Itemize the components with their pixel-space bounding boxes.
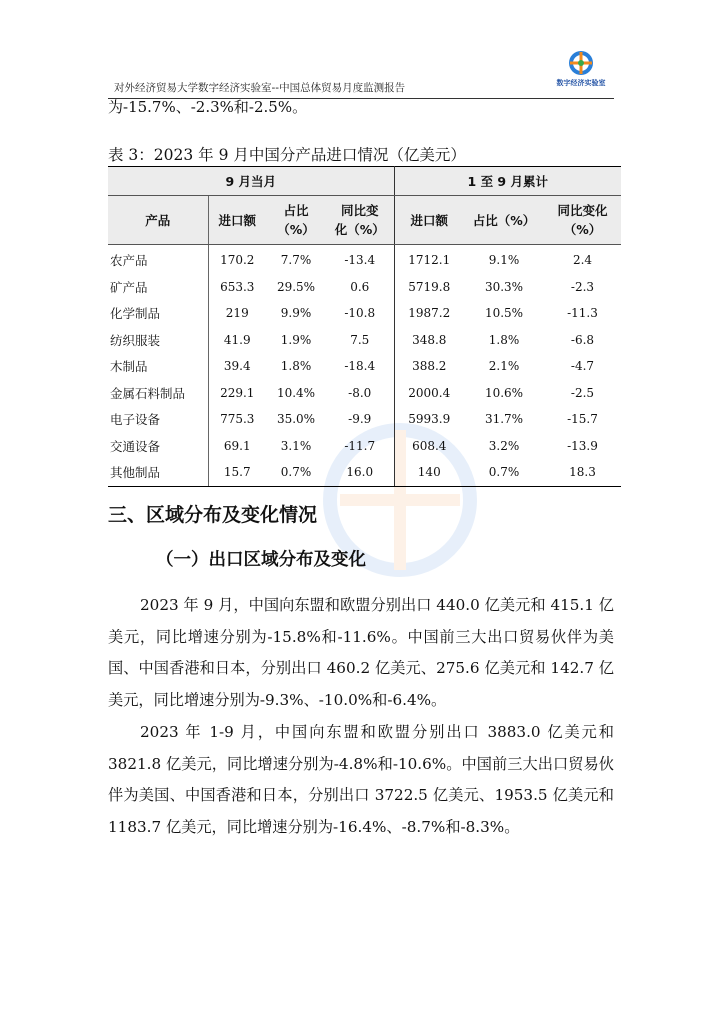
table-row [108, 380, 621, 407]
cell-m-yoy: -18.4 [326, 353, 394, 380]
cell-name: 矿产品 [108, 274, 208, 301]
subsection-title: （一）出口区域分布及变化 [156, 550, 366, 570]
paragraph-september: 2023 年 9 月，中国向东盟和欧盟分别出口 440.0 亿美元和 415.1 亿美元，同比增速分别为-15.8%和-11.6%。中国前三大出口贸易伙伴为美国、中国香港和日本，分别出口 460.2 亿美元、275.6 亿美元和 142.7 亿美元，同比增速分别为-9.3%、-10.0%和-6.4%。 [108, 596, 614, 709]
cell-c-import: 608.4 [412, 438, 447, 453]
cell-m-yoy: -10.8 [326, 300, 394, 327]
cell-m-import: 229.1 [220, 385, 255, 400]
logo-caption: 数字经济实验室 [556, 79, 606, 87]
paragraph-jan-sep: 2023 年 1-9 月，中国向东盟和欧盟分别出口 3883.0 亿美元和 3821.8 亿美元，同比增速分别为-4.8%和-10.6%。中国前三大出口贸易伙伴为美国、中国香港和日本，分别出口 3722.5 亿美元、1953.5 亿美元和 1183.7 亿美元，同比增速分别为-16.4%、-8.7%和-8.3%。 [108, 723, 614, 836]
cell-m-yoy: -9.9 [326, 406, 394, 433]
cell-m-import: 69.1 [223, 438, 251, 453]
table-row [108, 245, 621, 274]
cell-name: 交通设备 [108, 433, 208, 460]
group-header-month: 9 月当月 [108, 167, 394, 196]
table-row [108, 459, 621, 486]
cell-name: 电子设备 [108, 406, 208, 433]
cell-c-share: 9.1% [488, 253, 520, 268]
cell-m-import: 775.3 [220, 412, 255, 427]
cell-m-yoy: 0.6 [326, 274, 394, 301]
cell-c-share: 10.6% [484, 385, 524, 400]
cell-m-yoy: -13.4 [326, 245, 394, 274]
cell-name: 木制品 [108, 353, 208, 380]
cell-m-share: 9.9% [280, 306, 312, 321]
cell-m-import: 219 [225, 306, 249, 321]
cell-c-share: 1.8% [488, 332, 520, 347]
cell-c-import: 388.2 [412, 359, 447, 374]
cell-c-import: 5719.8 [408, 279, 451, 294]
carryover-text: 为-15.7%、-2.3%和-2.5%。 [108, 98, 308, 116]
cell-m-import: 15.7 [208, 459, 266, 486]
cell-c-share: 2.1% [488, 359, 520, 374]
cell-c-share: 3.2% [488, 438, 520, 453]
cell-name: 化学制品 [108, 300, 208, 327]
cell-m-yoy: 16.0 [326, 459, 394, 486]
cell-m-share: 10.4% [276, 385, 316, 400]
cell-m-share: 0.7% [266, 459, 326, 486]
col-header-yoy-cumulative: 同比变化 （%） [544, 196, 621, 245]
col-header-import: 进口额 [208, 196, 266, 245]
cell-c-yoy: -2.5 [570, 385, 595, 400]
table-row [108, 433, 621, 460]
lab-logo-icon [548, 48, 614, 78]
cell-c-yoy: -6.8 [570, 332, 595, 347]
cell-m-yoy: -8.0 [326, 380, 394, 407]
cell-c-yoy: 2.4 [572, 253, 593, 268]
cell-m-share: 1.9% [280, 332, 312, 347]
cell-m-share: 1.8% [280, 359, 312, 374]
table-caption: 表 3：2023 年 9 月中国分产品进口情况（亿美元） [108, 146, 466, 164]
cell-m-import: 170.2 [220, 253, 255, 268]
cell-c-import: 2000.4 [408, 385, 451, 400]
cell-c-import: 140 [394, 459, 464, 486]
cell-m-yoy: -11.7 [326, 433, 394, 460]
col-header-product: 产品 [108, 196, 208, 245]
cell-m-share: 3.1% [280, 438, 312, 453]
cell-name: 其他制品 [108, 459, 208, 486]
col-header-share-cumulative: 占比（%） [464, 196, 544, 245]
cell-c-yoy: -4.7 [570, 359, 595, 374]
cell-m-import: 653.3 [220, 279, 255, 294]
table-row [108, 327, 621, 354]
cell-c-yoy: -11.3 [567, 306, 598, 321]
cell-c-import: 1712.1 [408, 253, 451, 268]
cell-m-share: 35.0% [276, 412, 316, 427]
table-row [108, 353, 621, 380]
cell-c-share: 31.7% [484, 412, 524, 427]
group-header-cumulative: 1 至 9 月累计 [394, 167, 621, 196]
cell-m-yoy: 7.5 [326, 327, 394, 354]
table-row [108, 406, 621, 433]
cell-c-import: 5993.9 [408, 412, 451, 427]
col-header-yoy: 同比变 化（%） [326, 196, 394, 245]
lab-logo [548, 48, 614, 88]
cell-c-yoy: -13.9 [567, 438, 598, 453]
cell-m-share: 7.7% [280, 253, 312, 268]
cell-m-share: 29.5% [276, 279, 316, 294]
cell-c-yoy: -15.7 [567, 412, 598, 427]
cell-c-yoy: -2.3 [570, 279, 595, 294]
cell-name: 金属石料制品 [108, 380, 208, 407]
import-by-product-table [108, 166, 621, 487]
cell-c-share: 30.3% [484, 279, 524, 294]
table-row [108, 274, 621, 301]
cell-m-import: 41.9 [223, 332, 251, 347]
cell-c-import: 348.8 [412, 332, 447, 347]
table-row [108, 300, 621, 327]
cell-c-import: 1987.2 [408, 306, 451, 321]
section-title: 三、区域分布及变化情况 [108, 504, 318, 526]
col-header-share: 占比 （%） [266, 196, 326, 245]
header-title: 对外经济贸易大学数字经济实验室--中国总体贸易月度监测报告 [114, 82, 406, 94]
cell-name: 纺织服装 [108, 327, 208, 354]
cell-c-share: 10.5% [484, 306, 524, 321]
col-header-import-cumulative: 进口额 [394, 196, 464, 245]
cell-m-import: 39.4 [223, 359, 251, 374]
cell-name: 农产品 [108, 245, 208, 274]
cell-c-share: 0.7% [464, 459, 544, 486]
cell-c-yoy: 18.3 [544, 459, 621, 486]
